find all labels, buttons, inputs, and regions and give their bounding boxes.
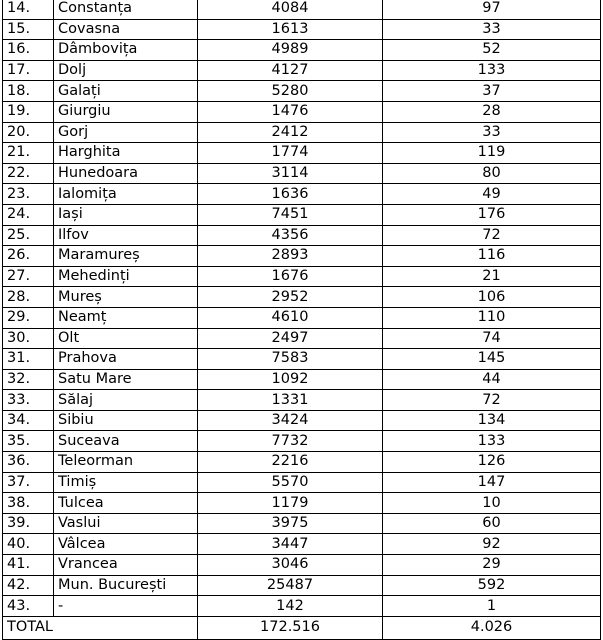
county-name: Giurgiu <box>54 101 198 122</box>
county-name: Harghita <box>54 143 198 164</box>
county-name: Timiș <box>54 472 198 493</box>
value2-cell: 21 <box>383 266 601 287</box>
county-name: Ilfov <box>54 225 198 246</box>
value2-cell: 134 <box>383 410 601 431</box>
table-row <box>3 40 601 61</box>
value2-cell: 592 <box>383 575 601 596</box>
value1-cell: 7451 <box>198 204 383 225</box>
value1-cell: 3046 <box>198 555 383 576</box>
value1-cell: 1476 <box>198 101 383 122</box>
table-row <box>3 225 601 246</box>
value2-cell: 133 <box>383 60 601 81</box>
county-name: Tulcea <box>54 493 198 514</box>
value2-cell: 33 <box>383 19 601 40</box>
row-number: 34. <box>3 410 54 431</box>
value2-cell: 60 <box>383 513 601 534</box>
table-row <box>3 369 601 390</box>
value1-cell: 2412 <box>198 122 383 143</box>
table-row <box>3 101 601 122</box>
value1-cell: 25487 <box>198 575 383 596</box>
county-name: Neamț <box>54 307 198 328</box>
value1-cell: 4127 <box>198 60 383 81</box>
row-number: 33. <box>3 390 54 411</box>
value2-cell: 74 <box>383 328 601 349</box>
row-number: 25. <box>3 225 54 246</box>
county-name: Maramureș <box>54 246 198 267</box>
row-number: 16. <box>3 40 54 61</box>
row-number: 38. <box>3 493 54 514</box>
row-number: 30. <box>3 328 54 349</box>
row-number: 32. <box>3 369 54 390</box>
value1-cell: 3975 <box>198 513 383 534</box>
value2-cell: 52 <box>383 40 601 61</box>
county-name: Mun. București <box>54 575 198 596</box>
table-row <box>3 328 601 349</box>
county-name: Hunedoara <box>54 163 198 184</box>
row-number: 37. <box>3 472 54 493</box>
row-number: 41. <box>3 555 54 576</box>
row-number: 24. <box>3 204 54 225</box>
county-name: Constanța <box>54 0 198 19</box>
value1-cell: 1613 <box>198 19 383 40</box>
table-row <box>3 410 601 431</box>
row-number: 14. <box>3 0 54 19</box>
county-name: Mehedinți <box>54 266 198 287</box>
table-row <box>3 19 601 40</box>
value2-cell: 72 <box>383 390 601 411</box>
value2-cell: 133 <box>383 431 601 452</box>
value2-cell: 176 <box>383 204 601 225</box>
value2-cell: 126 <box>383 452 601 473</box>
county-name: Sălaj <box>54 390 198 411</box>
county-name: Covasna <box>54 19 198 40</box>
table-row <box>3 122 601 143</box>
row-number: 29. <box>3 307 54 328</box>
value1-cell: 1636 <box>198 184 383 205</box>
value1-cell: 5570 <box>198 472 383 493</box>
row-number: 39. <box>3 513 54 534</box>
value2-cell: 119 <box>383 143 601 164</box>
table-row <box>3 246 601 267</box>
value1-cell: 4610 <box>198 307 383 328</box>
row-number: 40. <box>3 534 54 555</box>
county-name: Dolj <box>54 60 198 81</box>
value1-cell: 7583 <box>198 349 383 370</box>
row-number: 27. <box>3 266 54 287</box>
total-value2: 4.026 <box>383 616 601 639</box>
table-row <box>3 452 601 473</box>
table-row <box>3 513 601 534</box>
county-name: Satu Mare <box>54 369 198 390</box>
value1-cell: 5280 <box>198 81 383 102</box>
county-name: Gorj <box>54 122 198 143</box>
row-number: 18. <box>3 81 54 102</box>
table-row <box>3 307 601 328</box>
value1-cell: 2497 <box>198 328 383 349</box>
value2-cell: 116 <box>383 246 601 267</box>
value1-cell: 4356 <box>198 225 383 246</box>
table-row <box>3 287 601 308</box>
county-table <box>2 0 601 640</box>
table-row <box>3 266 601 287</box>
county-name: Prahova <box>54 349 198 370</box>
value2-cell: 147 <box>383 472 601 493</box>
value1-cell: 2216 <box>198 452 383 473</box>
row-number: 19. <box>3 101 54 122</box>
county-name: Galați <box>54 81 198 102</box>
value1-cell: 4084 <box>198 0 383 19</box>
table-row <box>3 60 601 81</box>
total-label: TOTAL <box>3 616 198 639</box>
value2-cell: 28 <box>383 101 601 122</box>
table-row <box>3 184 601 205</box>
county-name: Vaslui <box>54 513 198 534</box>
table-row <box>3 349 601 370</box>
table-row <box>3 81 601 102</box>
table-row <box>3 534 601 555</box>
value1-cell: 7732 <box>198 431 383 452</box>
value1-cell: 4989 <box>198 40 383 61</box>
county-name: Olt <box>54 328 198 349</box>
row-number: 42. <box>3 575 54 596</box>
value2-cell: 72 <box>383 225 601 246</box>
row-number: 15. <box>3 19 54 40</box>
county-name: Vrancea <box>54 555 198 576</box>
value1-cell: 2952 <box>198 287 383 308</box>
county-name: Mureș <box>54 287 198 308</box>
county-name: Iași <box>54 204 198 225</box>
value2-cell: 33 <box>383 122 601 143</box>
row-number: 31. <box>3 349 54 370</box>
table-row <box>3 163 601 184</box>
row-number: 20. <box>3 122 54 143</box>
value2-cell: 10 <box>383 493 601 514</box>
county-name: - <box>54 596 198 617</box>
row-number: 36. <box>3 452 54 473</box>
row-number: 35. <box>3 431 54 452</box>
value1-cell: 3424 <box>198 410 383 431</box>
table-row <box>3 431 601 452</box>
county-name: Suceava <box>54 431 198 452</box>
county-name: Teleorman <box>54 452 198 473</box>
value2-cell: 49 <box>383 184 601 205</box>
value2-cell: 80 <box>383 163 601 184</box>
value2-cell: 29 <box>383 555 601 576</box>
row-number: 26. <box>3 246 54 267</box>
value2-cell: 37 <box>383 81 601 102</box>
total-row <box>3 616 601 639</box>
row-number: 22. <box>3 163 54 184</box>
value1-cell: 1179 <box>198 493 383 514</box>
value2-cell: 92 <box>383 534 601 555</box>
table-row <box>3 575 601 596</box>
county-name: Dâmbovița <box>54 40 198 61</box>
value1-cell: 142 <box>198 596 383 617</box>
total-value1: 172.516 <box>198 616 383 639</box>
value2-cell: 110 <box>383 307 601 328</box>
row-number: 21. <box>3 143 54 164</box>
value2-cell: 44 <box>383 369 601 390</box>
value1-cell: 3447 <box>198 534 383 555</box>
row-number: 23. <box>3 184 54 205</box>
row-number: 28. <box>3 287 54 308</box>
table-row <box>3 555 601 576</box>
table-row <box>3 493 601 514</box>
row-number: 43. <box>3 596 54 617</box>
value1-cell: 1331 <box>198 390 383 411</box>
value1-cell: 1774 <box>198 143 383 164</box>
table-row <box>3 0 601 19</box>
row-number: 17. <box>3 60 54 81</box>
table-row <box>3 472 601 493</box>
value1-cell: 3114 <box>198 163 383 184</box>
value2-cell: 97 <box>383 0 601 19</box>
county-name: Ialomița <box>54 184 198 205</box>
county-name: Sibiu <box>54 410 198 431</box>
table-row <box>3 204 601 225</box>
value2-cell: 106 <box>383 287 601 308</box>
county-table-body <box>3 0 601 639</box>
value1-cell: 1092 <box>198 369 383 390</box>
table-row <box>3 143 601 164</box>
county-name: Vâlcea <box>54 534 198 555</box>
value1-cell: 1676 <box>198 266 383 287</box>
value2-cell: 145 <box>383 349 601 370</box>
table-row <box>3 390 601 411</box>
table-row <box>3 596 601 617</box>
value2-cell: 1 <box>383 596 601 617</box>
value1-cell: 2893 <box>198 246 383 267</box>
